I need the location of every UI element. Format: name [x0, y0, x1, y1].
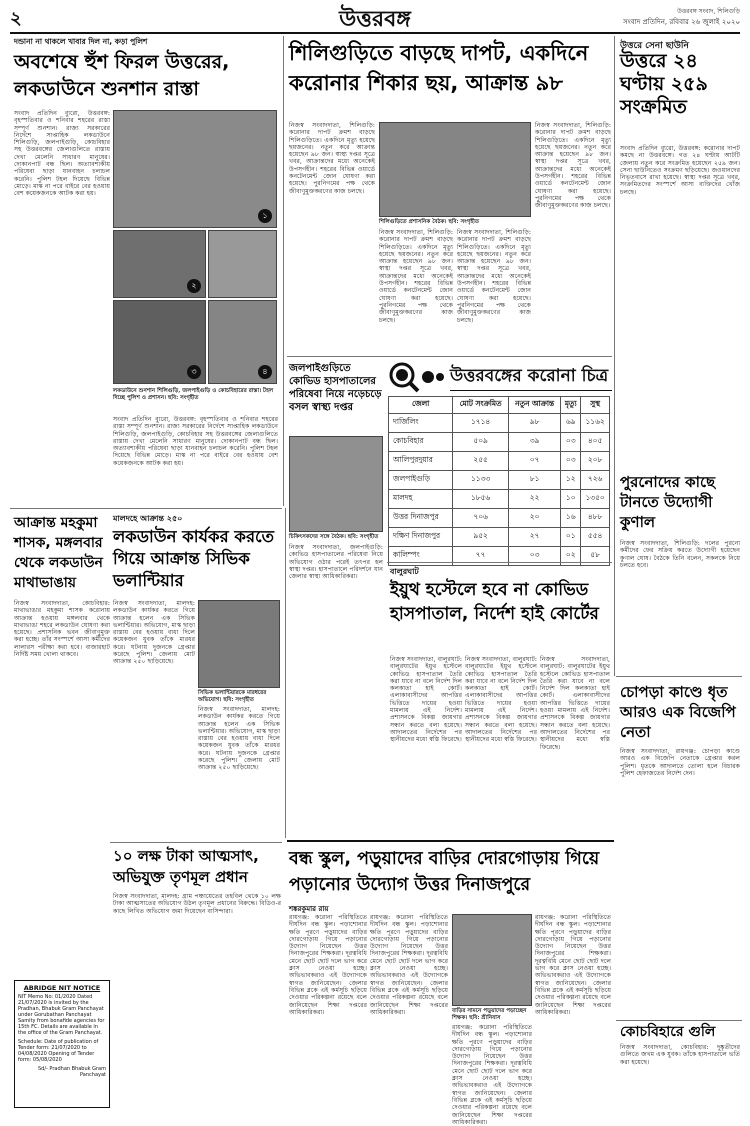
district-name: কোচবিহার — [389, 433, 453, 452]
corona-table — [388, 396, 610, 566]
table-header-cell: জেলা — [389, 397, 453, 414]
siliguri-photo-caption: শিলিগুড়িতে প্রশাসনিক বৈঠক। ছবি: সংগৃহীত — [379, 219, 480, 225]
district-name: দক্ষিণ দিনাজপুর — [389, 528, 453, 547]
col-rule-2 — [614, 36, 615, 676]
school-photo — [452, 914, 532, 1006]
table-cell: ৬৯ — [561, 414, 581, 433]
nit-notice-body: NIT Memo No: 01/2020 Dated 21/07/2020 is invited by the Pradhan, Bhabuk Gram Panchayat under Gorubathan Panchayat Samity from bonafide agencies for 15th FC. Details are available in the office of the Gram Panchayat. — [18, 994, 105, 1036]
fraud-headline: ১০ লক্ষ টাকা আত্মসাৎ, অভিযুক্ত তৃণমূল প্রধান — [113, 847, 259, 886]
civic-photo-caption: সিভিক ভলান্টিয়ারকে মারধরের অভিযোগ। ছবি: সংগৃহীত — [198, 690, 267, 703]
table-cell: ০৭ — [508, 452, 560, 471]
jalpaiguri-headline: জলপাইগুড়িতে কোভিড হাসপাতালের পরিষেবা নিয়ে নড়েচড়ে বসল স্বাস্থ্য দপ্তর — [289, 363, 382, 413]
lockdown-photo-2 — [113, 230, 206, 298]
table-cell: ১০ — [561, 490, 581, 509]
lockdown-photo-caption: লকডাউনে শুনশান শিলিগুড়ি, জলপাইগুড়ি ও কোচবিহারের রাস্তা। টহল দিচ্ছে পুলিশ ও প্রশাসন। ছবি: সংগৃহীত — [113, 388, 274, 401]
table-row — [389, 433, 610, 452]
table-row — [389, 528, 610, 547]
table-cell: ০৩ — [561, 433, 581, 452]
table-cell: ০৩ — [561, 452, 581, 471]
north-headline: উত্তরে ২৪ ঘণ্টায় ২৫৯ সংক্রমিত — [620, 50, 708, 118]
lockdown-body: সংবাদ প্রতিদিন ব্যুরো, উত্তরবঙ্গ: বৃহস্পতিবার ও শনিবার শহরের রাস্তা সম্পূর্ণ শুনশান। রাজ্য সরকারের নির্দেশে সাপ্তাহিক লকডাউনে শিলিগুড়ি, জলপাইগুড়ি, কোচবিহার সহ উত্তরবঙ্গের জেলাগুলিতে রাস্তায় দেখা মেলেনি সাধারণ মানুষের। দোকানপাট বন্ধ ছিল। অত্যাবশ্যকীয় পরিষেবা ছাড়া যানবাহন চলাচল করেনি। পুলিশ টহল দিয়েছে বিভিন্ন মোড়ে। মাস্ক না পরে বাইরে বের হওয়ায় বেশ কয়েকজনকে আটক করা হয়। — [14, 110, 110, 198]
school-body-col2: রায়গঞ্জ: করোনা পরিস্থিতিতে দীর্ঘদিন বন্ধ স্কুল। পড়াশোনার ক্ষতি পূরণে পড়ুয়াদের বাড়ির দোরগোড়ায় গিয়ে পড়ানোর উদ্যোগ নিয়েছেন উত্তর দিনাজপুরের শিক্ষকরা। দূরত্ববিধি মেনে ছোট ছোট দলে ভাগ করে ক্লাস নেওয়া হচ্ছে। অভিভাবকরাও এই উদ্যোগকে স্বাগত জানিয়েছেন। জেলার বিভিন্ন ব্লকে এই কর্মসূচি ছড়িয়ে দেওয়ার পরিকল্পনা রয়েছে বলে জানিয়েছেন শিক্ষা দপ্তরের আধিকারিকরা। — [370, 914, 448, 1016]
table-header-cell: মৃত্যু — [561, 397, 581, 414]
table-cell: ৯৮ — [508, 414, 560, 433]
nit-notice-schedule: Schedule: Date of publication of Tender form: 21/07/2020 to 04/08/2020 Opening of Tender form: 05/08/2020 — [18, 1039, 99, 1063]
cooch-body: নিজস্ব সংবাদদাতা, কোচবিহার: দুষ্কৃতীদের গুলিতে জখম এক যুবক। তাঁকে হাসপাতালে ভর্তি করা হয়েছে। — [620, 1044, 740, 1066]
page-number: ২ — [10, 8, 22, 29]
table-cell: ৫৮ — [581, 547, 610, 566]
lockdown-photo-3 — [208, 230, 277, 298]
table-row — [389, 414, 610, 433]
chopra-headline: চোপড়া কাণ্ডে ধৃত আরও এক বিজেপি নেতা — [620, 683, 736, 741]
table-cell: ২৭ — [508, 528, 560, 547]
hostel-rule — [387, 562, 612, 563]
table-cell: ৩৯ — [508, 433, 560, 452]
civic-kicker: মালদহে আক্রান্ত ২৫০ — [113, 514, 183, 523]
civic-body-col2: নিজস্ব সংবাদদাতা, মালদহ: লকডাউন কার্যকর করতে গিয়ে আক্রান্ত হলেন এক সিভিক ভলান্টিয়ার। অভিযোগ, মাস্ক ছাড়া রাস্তায় বের হওয়ায় বাধা দিলে কয়েকজন যুবক তাঁকে মারধর করে। ঘটনায় দুজনকে গ্রেপ্তার করেছে পুলিশ। জেলায় মোট আক্রান্ত ২৫০ ছাড়িয়েছে। — [198, 706, 280, 772]
lockdown-photo-5 — [208, 300, 277, 384]
school-rule — [287, 840, 614, 842]
school-headline: বন্ধ স্কুল, পড়ুয়াদের বাড়ির দোরগোড়ায় গিয়ে পড়ানোর উদ্যোগ উত্তর দিনাজপুরে — [289, 849, 600, 895]
nit-notice-title: ABRIDGE NIT NOTICE — [23, 984, 101, 992]
table-cell: ১৮৫৬ — [453, 490, 509, 509]
nit-notice — [14, 980, 110, 1108]
photo-number-2: ২ — [187, 279, 201, 293]
nit-notice-signature: Sd/- Pradhan Bhabuk Gram Panchayat — [38, 1066, 106, 1078]
lockdown-body-cont: সংবাদ প্রতিদিন ব্যুরো, উত্তরবঙ্গ: বৃহস্পতিবার ও শনিবার শহরের রাস্তা সম্পূর্ণ শুনশান। রাজ্য সরকারের নির্দেশে সাপ্তাহিক লকডাউনে শিলিগুড়ি, জলপাইগুড়ি, কোচবিহার সহ উত্তরবঙ্গের জেলাগুলিতে রাস্তায় দেখা মেলেনি সাধারণ মানুষের। দোকানপাট বন্ধ ছিল। অত্যাবশ্যকীয় পরিষেবা ছাড়া যানবাহন চলাচল করেনি। পুলিশ টহল দিয়েছে বিভিন্ন মোড়ে। মাস্ক না পরে বাইরে বের হওয়ায় বেশ কয়েকজনকে আটক করা হয়। — [113, 416, 278, 467]
civic-headline: লকডাউন কার্যকর করতে গিয়ে আক্রান্ত সিভিক ভলান্টিয়ার — [113, 527, 275, 590]
table-cell: ১৩৫০ — [581, 490, 610, 509]
table-cell: ২০৮ — [581, 452, 610, 471]
table-cell: ৭০৬ — [453, 509, 509, 528]
table-cell: ১৭১৪ — [453, 414, 509, 433]
district-name: আলিপুরদুয়ার — [389, 452, 453, 471]
fraud-body: নিজস্ব সংবাদদাতা, মালদহ: গ্রাম পঞ্চায়েতের তহবিল থেকে ১০ লক্ষ টাকা আত্মসাতের অভিযোগ উঠল তৃণমূল প্রধানের বিরুদ্ধে। বিডিও-র কাছে লিখিত অভিযোগ জমা দিয়েছেন বাসিন্দারা। — [113, 893, 281, 915]
lockdown-kicker: দন্ডানা না থাকলে খাবার দিল না, কড়া পুলিশ — [14, 37, 148, 46]
table-header-cell: নতুন আক্রান্ত — [508, 397, 560, 414]
section-title: উত্তরবঙ্গ — [339, 7, 411, 32]
table-cell: ৮১ — [508, 471, 560, 490]
table-header-cell: সুস্থ — [581, 397, 610, 414]
old-ties-headline: পুরনোদের কাছে টানতে উদ্যোগী কুণাল — [620, 473, 716, 531]
school-byline: শঙ্করকুমার রায় — [289, 905, 329, 913]
jalpaiguri-body: নিজস্ব সংবাদদাতা, জলপাইগুড়ি: কোভিড হাসপাতালের পরিষেবা নিয়ে অভিযোগ ওঠার পরেই তৎপর হল স্বাস্থ্য দপ্তর। হাসপাতালে পরিদর্শনে যান জেলার স্বাস্থ্য আধিকারিকরা। — [289, 544, 383, 581]
sdo-body: নিজস্ব সংবাদদাতা, কোচবিহার: মাথাভাঙার মহকুমা শাসক করোনায় আক্রান্ত হওয়ায় মঙ্গলবার থেকে মাথাভাঙা শহরে লকডাউন ঘোষণা করা হয়েছে। প্রশাসনিক ভবন জীবাণুমুক্ত করা হচ্ছে। তাঁর সংস্পর্শে আসা কর্মীদের লালারস পরীক্ষা করা হবে। বাজারহাট নির্দিষ্ট সময় খোলা থাকবে। — [14, 600, 110, 659]
siliguri-body-col4: নিজস্ব সংবাদদাতা, শিলিগুড়ি: করোনার দাপট ক্রমশ বাড়ছে শিলিগুড়িতে। একদিনে মৃত্যু হয়েছে ছয়জনের। নতুন করে আক্রান্ত হয়েছেন ৯৮ জন। স্বাস্থ্য দপ্তর সূত্রে খবর, আক্রান্তদের মধ্যে অনেকেই উপসর্গহীন। শহরের বিভিন্ন ওয়ার্ডে কনটেনমেন্ট জোন ঘোষণা করা হয়েছে। পুরনিগমের পক্ষ থেকে জীবাণুমুক্তকরণের কাজ চলছে। — [535, 122, 611, 210]
table-cell: ৭২৬ — [581, 471, 610, 490]
hostel-body-col1: নিজস্ব সংবাদদাতা, বালুরঘাট: বালুরঘাটের ইয়ুথ হস্টেলে কোভিড হাসপাতাল তৈরি করা যাবে না বলে নির্দেশ দিল কলকাতা হাই কোর্ট। এলাকাবাসীদের আপত্তির ভিত্তিতে দায়ের হওয়া মামলায় এই নির্দেশ। প্রশাসনকে বিকল্প জায়গার সন্ধান করতে বলা হয়েছে। আদালতের নির্দেশের পর স্থানীয়দের মধ্যে স্বস্তি ফিরেছে। — [390, 656, 462, 744]
table-row — [389, 490, 610, 509]
lockdown-headline: অবশেষে হুঁশ ফিরল উত্তরের, লকডাউনে শুনশান রাস্তা — [14, 51, 230, 100]
lockdown-photo-4 — [113, 300, 206, 384]
table-cell: ১১৩৩ — [453, 471, 509, 490]
table-row — [389, 509, 610, 528]
district-name: দার্জিলিং — [389, 414, 453, 433]
school-body-col4: রায়গঞ্জ: করোনা পরিস্থিতিতে দীর্ঘদিন বন্ধ স্কুল। পড়াশোনার ক্ষতি পূরণে পড়ুয়াদের বাড়ির দোরগোড়ায় গিয়ে পড়ানোর উদ্যোগ নিয়েছেন উত্তর দিনাজপুরের শিক্ষকরা। দূরত্ববিধি মেনে ছোট ছোট দলে ভাগ করে ক্লাস নেওয়া হচ্ছে। অভিভাবকরাও এই উদ্যোগকে স্বাগত জানিয়েছেন। জেলার বিভিন্ন ব্লকে এই কর্মসূচি ছড়িয়ে দেওয়ার পরিকল্পনা রয়েছে বলে জানিয়েছেন শিক্ষা দপ্তরের আধিকারিকরা। — [535, 914, 611, 1016]
cooch-headline: কোচবিহারে গুলি — [620, 1024, 716, 1040]
old-ties-body: নিজস্ব সংবাদদাতা, শিলিগুড়ি: দলের পুরনো কর্মীদের ফের সক্রিয় করতে উদ্যোগী হয়েছেন কুণাল ঘোষ। বৈঠকে তিনি বলেন, সকলকে নিয়ে চলতে হবে। — [620, 540, 740, 569]
siliguri-body-col1: নিজস্ব সংবাদদাতা, শিলিগুড়ি: করোনার দাপট ক্রমশ বাড়ছে শিলিগুড়িতে। একদিনে মৃত্যু হয়েছে ছয়জনের। নতুন করে আক্রান্ত হয়েছেন ৯৮ জন। স্বাস্থ্য দপ্তর সূত্রে খবর, আক্রান্তদের মধ্যে অনেকেই উপসর্গহীন। শহরের বিভিন্ন ওয়ার্ডে কনটেনমেন্ট জোন ঘোষণা করা হয়েছে। পুরনিগমের পক্ষ থেকে জীবাণুমুক্তকরণের কাজ চলছে। — [289, 122, 375, 195]
table-cell: ২৫৫ — [453, 452, 509, 471]
hostel-body-col2: নিজস্ব সংবাদদাতা, বালুরঘাট: বালুরঘাটের ইয়ুথ হস্টেলে কোভিড হাসপাতাল তৈরি করা যাবে না বলে নির্দেশ দিল কলকাতা হাই কোর্ট। এলাকাবাসীদের আপত্তির ভিত্তিতে দায়ের হওয়া মামলায় এই নির্দেশ। প্রশাসনকে বিকল্প জায়গার সন্ধান করতে বলা হয়েছে। আদালতের নির্দেশের পর স্থানীয়দের মধ্যে স্বস্তি ফিরেছে। — [465, 656, 537, 744]
north-body: সংবাদ প্রতিদিন ব্যুরো, উত্তরবঙ্গ: করোনার দাপট কমছে না উত্তরবঙ্গে। গত ২৪ ঘণ্টায় আটটি জেলায় নতুন করে সংক্রমিত হয়েছেন ২৫৯ জন। সেনা ছাউনিতেও সংক্রমণ ছড়িয়েছে। জওয়ানদের নিভৃতবাসে রাখা হয়েছে। স্বাস্থ্য দপ্তর সূত্রে খবর, সংক্রমিতদের সংস্পর্শে আসা ব্যক্তিদের খোঁজ চলছে। — [620, 145, 740, 196]
table-cell: ১৬ — [561, 509, 581, 528]
table-cell: ৫০৯ — [453, 433, 509, 452]
table-cell: ৪৮৮ — [581, 509, 610, 528]
table-cell: ৫৫৪ — [581, 528, 610, 547]
lockdown-photo-grid — [113, 110, 278, 385]
school-body-col3: রায়গঞ্জ: করোনা পরিস্থিতিতে দীর্ঘদিন বন্ধ স্কুল। পড়াশোনার ক্ষতি পূরণে পড়ুয়াদের বাড়ির দোরগোড়ায় গিয়ে পড়ানোর উদ্যোগ নিয়েছেন উত্তর দিনাজপুরের শিক্ষকরা। দূরত্ববিধি মেনে ছোট ছোট দলে ভাগ করে ক্লাস নেওয়া হচ্ছে। অভিভাবকরাও এই উদ্যোগকে স্বাগত জানিয়েছেন। জেলার বিভিন্ন ব্লকে এই কর্মসূচি ছড়িয়ে দেওয়ার পরিকল্পনা রয়েছে বলে জানিয়েছেন শিক্ষা দপ্তরের আধিকারিকরা। — [452, 1024, 532, 1126]
table-cell: ৪০৫ — [581, 433, 610, 452]
civic-photo — [198, 600, 280, 688]
table-header-cell: মোট সংক্রমিত — [453, 397, 509, 414]
lockdown-photo-1 — [113, 110, 277, 228]
dateline-top: উত্তরবঙ্গ সংবাদ, শিলিগুড়ি — [677, 8, 740, 15]
header-rule — [10, 32, 740, 34]
table-row — [389, 471, 610, 490]
cooch-rule — [616, 1020, 742, 1021]
table-cell: ১১৬২ — [581, 414, 610, 433]
table-cell: ০২ — [561, 547, 581, 566]
siliguri-headline: শিলিগুড়িতে বাড়ছে দাপট, একদিনে করোনার শিকার ছয়, আক্রান্ত ৯৮ — [289, 41, 589, 95]
right-mid-rule — [616, 676, 742, 677]
district-name: কালিম্পং — [389, 547, 453, 566]
siliguri-body-col3: নিজস্ব সংবাদদাতা, শিলিগুড়ি: করোনার দাপট ক্রমশ বাড়ছে শিলিগুড়িতে। একদিনে মৃত্যু হয়েছে ছয়জনের। নতুন করে আক্রান্ত হয়েছেন ৯৮ জন। স্বাস্থ্য দপ্তর সূত্রে খবর, আক্রান্তদের মধ্যে অনেকেই উপসর্গহীন। শহরের বিভিন্ন ওয়ার্ডে কনটেনমেন্ট জোন ঘোষণা করা হয়েছে। পুরনিগমের পক্ষ থেকে জীবাণুমুক্তকরণের কাজ চলছে। — [457, 229, 531, 324]
table-cell: ০৩ — [508, 547, 560, 566]
jalpaiguri-photo — [289, 436, 383, 532]
hostel-body-col3: নিজস্ব সংবাদদাতা, বালুরঘাট: বালুরঘাটের ইয়ুথ হস্টেলে কোভিড হাসপাতাল তৈরি করা যাবে না বলে নির্দেশ দিল কলকাতা হাই কোর্ট। এলাকাবাসীদের আপত্তির ভিত্তিতে দায়ের হওয়া মামলায় এই নির্দেশ। প্রশাসনকে বিকল্প জায়গার সন্ধান করতে বলা হয়েছে। আদালতের নির্দেশের পর স্থানীয়দের মধ্যে স্বস্তি ফিরেছে। — [540, 656, 610, 751]
virus-magnifier-icon — [388, 362, 448, 392]
table-row — [389, 452, 610, 471]
corona-table-title: উত্তরবঙ্গের করোনা চিত্র — [450, 361, 612, 391]
school-body-col1: রায়গঞ্জ: করোনা পরিস্থিতিতে দীর্ঘদিন বন্ধ স্কুল। পড়াশোনার ক্ষতি পূরণে পড়ুয়াদের বাড়ির দোরগোড়ায় গিয়ে পড়ানোর উদ্যোগ নিয়েছেন উত্তর দিনাজপুরের শিক্ষকরা। দূরত্ববিধি মেনে ছোট ছোট দলে ভাগ করে ক্লাস নেওয়া হচ্ছে। অভিভাবকরাও এই উদ্যোগকে স্বাগত জানিয়েছেন। জেলার বিভিন্ন ব্লকে এই কর্মসূচি ছড়িয়ে দেওয়ার পরিকল্পনা রয়েছে বলে জানিয়েছেন শিক্ষা দপ্তরের আধিকারিকরা। — [289, 914, 367, 1016]
center-rule — [287, 356, 612, 357]
civic-body-col1: নিজস্ব সংবাদদাতা, মালদহ: লকডাউন কার্যকর করতে গিয়ে আক্রান্ত হলেন এক সিভিক ভলান্টিয়ার। অভিযোগ, মাস্ক ছাড়া রাস্তায় বের হওয়ায় বাধা দিলে কয়েকজন যুবক তাঁকে মারধর করে। ঘটনায় দুজনকে গ্রেপ্তার করেছে পুলিশ। জেলায় মোট আক্রান্ত ২৫০ ছাড়িয়েছে। — [113, 600, 195, 666]
sdo-headline: আক্রান্ত মহকুমা শাসক, মঙ্গলবার থেকে লকডাউন মাথাভাঙায় — [14, 515, 103, 591]
siliguri-body-col2: নিজস্ব সংবাদদাতা, শিলিগুড়ি: করোনার দাপট ক্রমশ বাড়ছে শিলিগুড়িতে। একদিনে মৃত্যু হয়েছে ছয়জনের। নতুন করে আক্রান্ত হয়েছেন ৯৮ জন। স্বাস্থ্য দপ্তর সূত্রে খবর, আক্রান্তদের মধ্যে অনেকেই উপসর্গহীন। শহরের বিভিন্ন ওয়ার্ডে কনটেনমেন্ট জোন ঘোষণা করা হয়েছে। পুরনিগমের পক্ষ থেকে জীবাণুমুক্তকরণের কাজ চলছে। — [379, 229, 453, 324]
dateline: সংবাদ প্রতিদিন, রবিবার ২৬ জুলাই ২০২০ — [623, 18, 740, 26]
corona-table-header — [388, 361, 610, 393]
photo-number-3: ৩ — [187, 365, 201, 379]
chopra-body: নিজস্ব সংবাদদাতা, রায়গঞ্জ: চোপড়া কাণ্ডে আরও এক বিজেপি নেতাকে গ্রেপ্তার করল পুলিশ। ধৃতকে আদালতে তোলা হলে বিচারক পুলিশ হেফাজতের নির্দেশ দেন। — [620, 748, 740, 777]
school-photo-caption: বাড়ির সামনে পড়ুয়াদের পড়াচ্ছেন শিক্ষক। ছবি: শ্রীনিবাস — [452, 1008, 527, 1021]
photo-number-4: ৪ — [258, 365, 272, 379]
table-cell: ১২ — [561, 471, 581, 490]
district-name: মালদহ — [389, 490, 453, 509]
left-mid-rule — [10, 508, 282, 509]
siliguri-photo — [379, 122, 531, 217]
district-name: উত্তর দিনাজপুর — [389, 509, 453, 528]
table-cell: ৭৭ — [453, 547, 509, 566]
district-name: জলপাইগুড়ি — [389, 471, 453, 490]
table-cell: ০১ — [561, 528, 581, 547]
hostel-headline: ইয়ুথ হস্টেলে হবে না কোভিড হাসপাতাল, নির্দেশ হাই কোর্টের — [390, 580, 599, 624]
table-cell: ২২ — [508, 490, 560, 509]
north-kicker: উত্তরে সেনা ছাউনি — [620, 41, 689, 51]
hostel-kicker: বালুরঘাট — [390, 567, 419, 576]
table-cell: ৯৫২ — [453, 528, 509, 547]
table-cell: ২০ — [508, 509, 560, 528]
fraud-rule — [110, 842, 282, 843]
col-rule-3 — [285, 508, 286, 838]
jalpaiguri-photo-caption: চিকিৎসকদের সঙ্গে বৈঠক। ছবি: সংগৃহীত — [289, 534, 379, 540]
photo-number-1: ১ — [258, 209, 272, 223]
col-rule-1 — [283, 36, 284, 506]
